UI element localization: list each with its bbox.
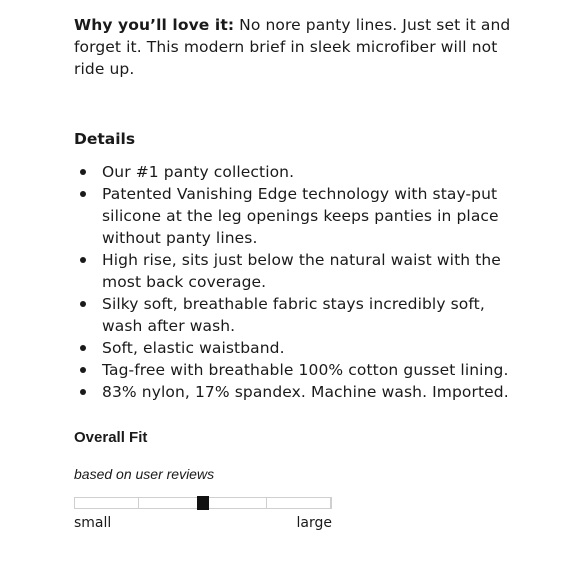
details-heading: Details <box>74 130 136 148</box>
details-item <box>74 337 514 359</box>
fit-scale-segment <box>75 498 139 508</box>
bullet-icon <box>80 191 86 197</box>
details-item-text: Patented Vanishing Edge technology with stay-put silicone at the leg openings keeps panties in place without panty lines. <box>102 185 499 247</box>
details-item <box>74 161 514 183</box>
why-love-paragraph <box>74 14 514 80</box>
details-item-text: 83% nylon, 17% spandex. Machine wash. Imported. <box>102 383 509 401</box>
details-item-text: Silky soft, breathable fabric stays incredibly soft, wash after wash. <box>102 295 485 335</box>
details-list <box>74 161 514 403</box>
fit-scale-labels <box>74 515 332 533</box>
fit-scale-segment <box>139 498 203 508</box>
fit-scale-max-label: large <box>296 515 332 531</box>
product-description <box>74 14 514 533</box>
details-item-text: Our #1 panty collection. <box>102 163 295 181</box>
bullet-icon <box>80 169 86 175</box>
overall-fit-heading: Overall Fit <box>74 429 148 446</box>
details-item-text: Soft, elastic waistband. <box>102 339 285 357</box>
details-item-text: Tag-free with breathable 100% cotton gusset lining. <box>102 361 509 379</box>
why-love-lead: Why you’ll love it: <box>74 16 235 34</box>
fit-scale-segment <box>267 498 331 508</box>
fit-scale-marker <box>197 496 209 510</box>
bullet-icon <box>80 345 86 351</box>
bullet-icon <box>80 367 86 373</box>
details-item <box>74 249 514 293</box>
fit-scale-segment <box>203 498 267 508</box>
fit-scale <box>74 497 332 509</box>
details-item <box>74 381 514 403</box>
bullet-icon <box>80 301 86 307</box>
bullet-icon <box>80 257 86 263</box>
details-item <box>74 359 514 381</box>
why-love-text: No nore panty lines. Just set it and forget it. This modern brief in sleek microfiber will not ride up. <box>74 16 511 78</box>
bullet-icon <box>80 389 86 395</box>
details-item <box>74 183 514 249</box>
details-item <box>74 293 514 337</box>
fit-scale-min-label: small <box>74 515 112 531</box>
overall-fit-subtitle: based on user reviews <box>74 466 215 482</box>
details-item-text: High rise, sits just below the natural waist with the most back coverage. <box>102 251 501 291</box>
